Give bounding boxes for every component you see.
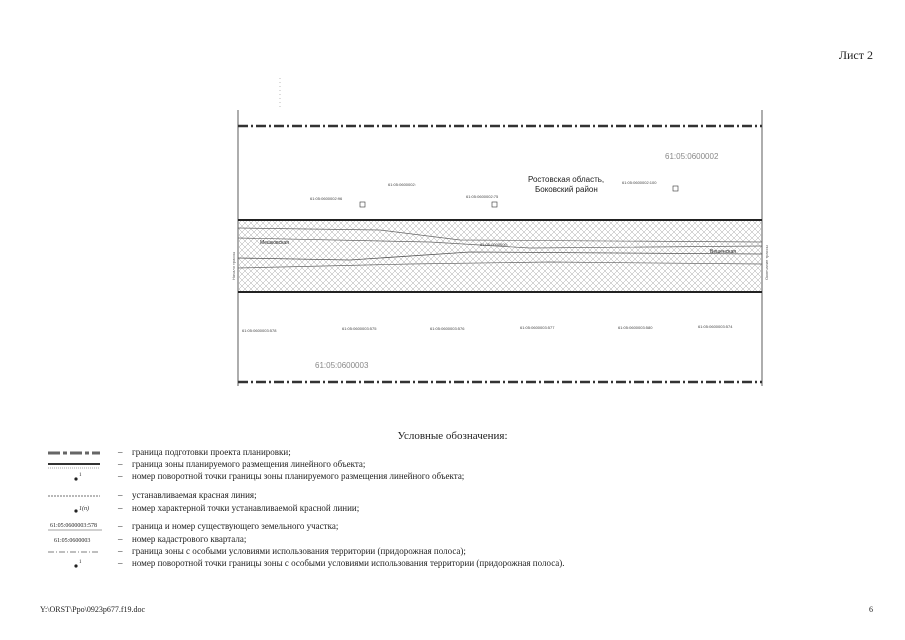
svg-text:1: 1: [79, 473, 82, 478]
legend-symbol-roadside-point: [40, 558, 110, 570]
parcel-label-top-3: 61:05:0600002:75: [466, 194, 499, 199]
legend-dash: –: [118, 546, 123, 556]
legend-row-planning-boundary: [40, 447, 860, 459]
parcel-label-center: 61:05:0000000:: [480, 242, 508, 247]
legend-symbol-red-line: [40, 490, 110, 502]
legend-symbol-roadside-zone: [40, 546, 110, 558]
legend-text: номер поворотной точки границы зоны с особыми условиями использования территории (придорожная полоса).: [132, 558, 565, 568]
footer-file-path: Y:\ORST\Ppo\0923p677.f19.doc: [40, 605, 146, 614]
district-label: Боковский район: [535, 185, 598, 194]
legend-row-cadastral-quarter: [40, 534, 860, 546]
legend-symbol-zone-point: [40, 471, 110, 483]
legend-symbol-red-line-point: [40, 503, 110, 515]
legend-symbol-linear-object-zone: [40, 459, 110, 471]
parcel-label-top-2: 61:05:0600002:: [388, 182, 416, 187]
legend-row-red-line: [40, 490, 860, 502]
legend-dash: –: [118, 471, 123, 481]
legend-row-linear-object-zone: [40, 459, 860, 471]
legend-text: граница зоны с особыми условиями использования территории (придорожная полоса);: [132, 546, 466, 556]
legend-dash: –: [118, 503, 123, 513]
point-marker-3: [673, 186, 678, 191]
planning-drawing: [230, 70, 770, 400]
road-zone-hatch: [238, 220, 762, 292]
quarter-label-top: 61:05:0600002: [665, 152, 719, 161]
legend-text: номер кадастрового квартала;: [132, 534, 247, 544]
point-marker-2: [492, 202, 497, 207]
sheet-label: Лист 2: [838, 48, 873, 62]
legend-text: граница зоны планируемого размещения линейного объекта;: [132, 459, 366, 469]
legend-title: Условные обозначения:: [397, 430, 508, 442]
legend-dash: –: [118, 490, 123, 500]
legend-dash: –: [118, 447, 123, 457]
parcel-label-top-4: 61:05:0600002:100: [622, 180, 657, 185]
legend-row-roadside-zone: [40, 546, 860, 558]
legend-row-zone-point: [40, 471, 860, 483]
legend-symbol-land-parcel: [40, 521, 110, 533]
end-settlement-label: Вешенская: [710, 249, 736, 255]
legend-row-red-line-point: [40, 503, 860, 515]
page-number: 6: [869, 605, 873, 614]
svg-text:1(n): 1(n): [79, 506, 89, 512]
svg-text:1: 1: [79, 560, 82, 565]
point-marker-1: [360, 202, 365, 207]
legend-dash: –: [118, 459, 123, 469]
parcel-label-bottom-4: 61:05:0600003:577: [520, 325, 555, 330]
svg-text:61:05:0600003:578: 61:05:0600003:578: [50, 523, 98, 529]
legend-symbol-cadastral-quarter: [40, 534, 110, 546]
quarter-label-bottom: 61:05:0600003: [315, 361, 369, 370]
legend-text: устанавливаемая красная линия;: [132, 490, 257, 500]
legend-text: номер характерной точки устанавливаемой красной линии;: [132, 503, 360, 513]
legend-text: граница и номер существующего земельного участка;: [132, 521, 339, 531]
region-label: Ростовская область,: [528, 175, 605, 184]
parcel-label-bottom-3: 61:05:0600003:576: [430, 326, 465, 331]
legend-row-roadside-point: [40, 558, 860, 570]
svg-text:61:05:0600003: 61:05:0600003: [54, 538, 91, 544]
legend-text: номер поворотной точки границы зоны планируемого размещения линейного объекта;: [132, 471, 465, 481]
legend-row-land-parcel: [40, 521, 860, 533]
legend-text: граница подготовки проекта планировки;: [132, 447, 291, 457]
legend-symbol-planning-boundary: [40, 447, 110, 459]
parcel-label-bottom-2: 61:05:0600003:575: [342, 326, 377, 331]
parcel-label-bottom-5: 61:05:0600003:580: [618, 325, 653, 330]
parcel-label-top-1: 61:05:0600002:96: [310, 196, 343, 201]
legend-dash: –: [118, 558, 123, 568]
parcel-label-bottom-1: 61:05:0600003:578: [242, 328, 277, 333]
end-vertical-label: Окончание трассы: [764, 245, 769, 280]
start-settlement-label: Мешковская: [260, 240, 289, 246]
legend-dash: –: [118, 534, 123, 544]
parcel-label-bottom-6: 61:05:0600003:574: [698, 324, 733, 329]
start-vertical-label: Начало трассы: [231, 251, 236, 280]
legend-dash: –: [118, 521, 123, 531]
